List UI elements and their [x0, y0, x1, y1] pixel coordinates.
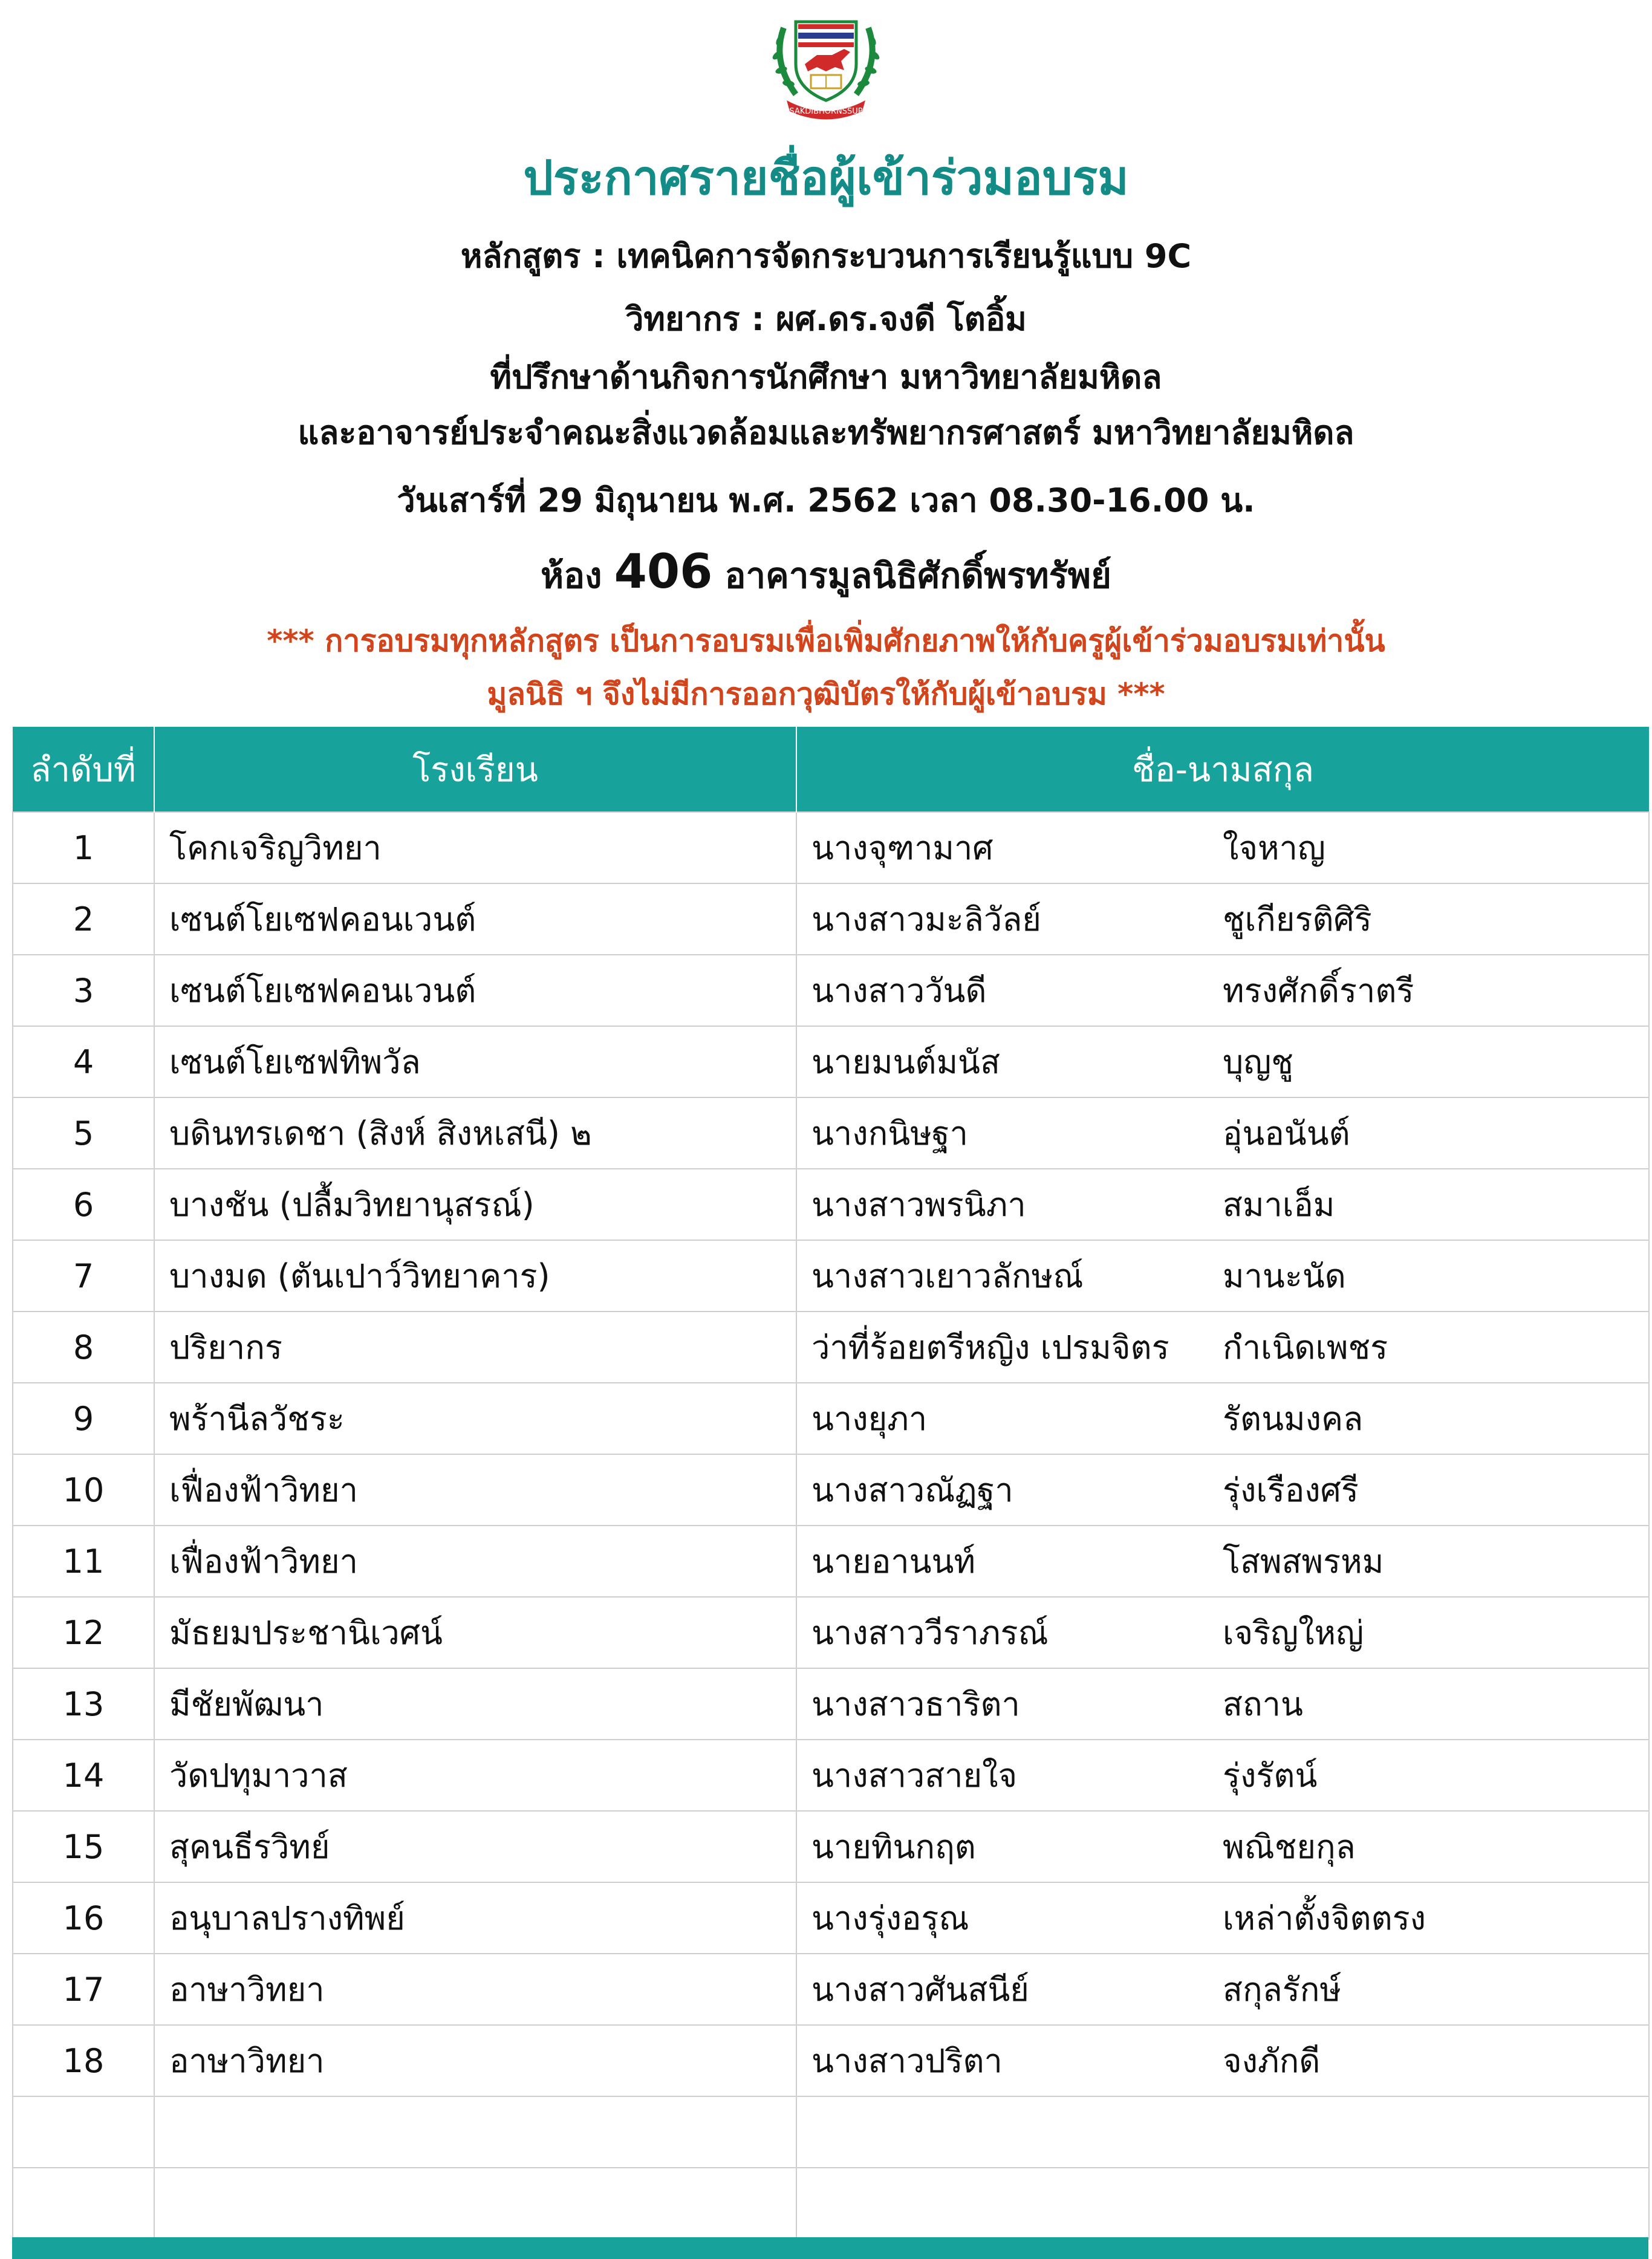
row-last-name: สถาน	[1223, 1685, 1303, 1723]
row-school: เซนต์โยเซฟคอนเวนต์	[154, 883, 796, 955]
emblem-ribbon-text: SAKDIBHORNSSUP	[789, 107, 863, 116]
row-last-name: บุญชู	[1223, 1043, 1293, 1081]
row-last-name: เหล่าตั้งจิตตรง	[1223, 1899, 1426, 1937]
page-title: ประกาศรายชื่อผู้เข้าร่วมอบรม	[523, 151, 1129, 206]
row-name	[796, 1954, 1649, 2025]
row-number: 17	[13, 1954, 154, 2025]
row-name	[796, 1097, 1649, 1169]
row-last-name: รัตนมงคล	[1223, 1400, 1364, 1438]
row-number: 10	[13, 1454, 154, 1526]
row-last-name: มานะนัด	[1223, 1257, 1346, 1295]
row-name	[796, 1383, 1649, 1454]
row-name	[796, 1240, 1649, 1312]
row-first-name: นางรุ่งอรุณ	[811, 1899, 969, 1937]
empty-cell	[13, 2096, 154, 2168]
table-row	[13, 1954, 1649, 2025]
row-name	[796, 1740, 1649, 1811]
attendee-table	[12, 727, 1650, 2240]
row-first-name: นางสาววันดี	[811, 972, 987, 1010]
row-first-name: นางยุภา	[811, 1400, 928, 1438]
row-name	[796, 1169, 1649, 1240]
row-first-name: นางกนิษฐา	[811, 1114, 968, 1152]
row-first-name: นางจุฑามาศ	[811, 829, 993, 867]
table-row	[13, 1740, 1649, 1811]
speaker-role-line-1: ที่ปรึกษาด้านกิจการนักศึกษา มหาวิทยาลัยมหิดล	[490, 358, 1162, 396]
row-school: วัดปทุมาวาส	[154, 1740, 796, 1811]
row-last-name: กำเนิดเพชร	[1223, 1328, 1388, 1367]
datetime-line: วันเสาร์ที่ 29 มิถุนายน พ.ศ. 2562 เวลา 08.30-16.00 น.	[397, 481, 1255, 519]
row-school: อาษาวิทยา	[154, 1954, 796, 2025]
row-school: บดินทรเดชา (สิงห์ สิงหเสนี) ๒	[154, 1097, 796, 1169]
row-number: 12	[13, 1597, 154, 1668]
row-school: เซนต์โยเซฟคอนเวนต์	[154, 955, 796, 1026]
row-name	[796, 1597, 1649, 1668]
row-first-name: นางสาวมะลิวัลย์	[811, 900, 1041, 938]
header-school: โรงเรียน	[154, 727, 796, 812]
row-number: 7	[13, 1240, 154, 1312]
table-row	[13, 1240, 1649, 1312]
table-row	[13, 1312, 1649, 1383]
empty-cell	[154, 2168, 796, 2239]
row-first-name: นางสาวสายใจ	[811, 1757, 1018, 1795]
row-school: ปริยากร	[154, 1312, 796, 1383]
row-number: 11	[13, 1526, 154, 1597]
row-school: เฟื่องฟ้าวิทยา	[154, 1526, 796, 1597]
table-row	[13, 955, 1649, 1026]
row-number: 4	[13, 1026, 154, 1097]
row-name	[796, 1026, 1649, 1097]
header-name: ชื่อ-นามสกุล	[796, 727, 1649, 812]
table-header-row	[13, 727, 1649, 812]
row-school: อนุบาลปรางทิพย์	[154, 1882, 796, 1954]
row-school: เซนต์โยเซฟทิพวัล	[154, 1026, 796, 1097]
table-row	[13, 2025, 1649, 2096]
row-first-name: นางสาววีราภรณ์	[811, 1614, 1049, 1652]
row-number: 9	[13, 1383, 154, 1454]
header-no: ลำดับที่	[13, 727, 154, 812]
row-school: พร้านีลวัชระ	[154, 1383, 796, 1454]
room-prefix: ห้อง	[541, 555, 602, 596]
row-first-name: นางสาวณัฏฐา	[811, 1471, 1013, 1509]
row-last-name: รุ่งรัตน์	[1223, 1757, 1318, 1795]
course-line: หลักสูตร : เทคนิคการจัดกระบวนการเรียนรู้แบบ 9C	[460, 237, 1192, 275]
empty-cell	[796, 2168, 1649, 2239]
row-number: 2	[13, 883, 154, 955]
row-school: บางมด (ตันเปาว์วิทยาคาร)	[154, 1240, 796, 1312]
table-row	[13, 1526, 1649, 1597]
empty-table-row	[13, 2168, 1649, 2239]
row-last-name: ใจหาญ	[1223, 829, 1325, 867]
row-last-name: อุ่นอนันต์	[1223, 1114, 1350, 1152]
row-number: 3	[13, 955, 154, 1026]
row-number: 5	[13, 1097, 154, 1169]
row-first-name: นางสาวพรนิภา	[811, 1186, 1026, 1224]
row-number: 15	[13, 1811, 154, 1882]
table-row	[13, 883, 1649, 955]
row-last-name: เจริญใหญ่	[1223, 1614, 1364, 1652]
table-row	[13, 1097, 1649, 1169]
row-first-name: นางสาวศันสนีย์	[811, 1971, 1029, 2009]
note-line-1: *** การอบรมทุกหลักสูตร เป็นการอบรมเพื่อเพิ่มศักยภาพให้กับครูผู้เข้าร่วมอบรมเท่านั้น	[267, 623, 1385, 658]
empty-cell	[13, 2168, 154, 2239]
table-row	[13, 1026, 1649, 1097]
row-name	[796, 812, 1649, 883]
table-row	[13, 1383, 1649, 1454]
row-first-name: นางสาวธาริตา	[811, 1685, 1020, 1723]
row-last-name: พณิชยกุล	[1223, 1828, 1356, 1866]
row-name	[796, 1312, 1649, 1383]
table-row	[13, 1597, 1649, 1668]
row-name	[796, 1526, 1649, 1597]
row-name	[796, 883, 1649, 955]
row-number: 16	[13, 1882, 154, 1954]
table-row	[13, 812, 1649, 883]
table-row	[13, 1882, 1649, 1954]
speaker-line: วิทยากร : ผศ.ดร.จงดี โตอิ้ม	[625, 300, 1027, 338]
row-last-name: สมาเอ็ม	[1223, 1186, 1335, 1224]
row-first-name: นายมนต์มนัส	[811, 1043, 1000, 1081]
row-school: บางชัน (ปลื้มวิทยานุสรณ์)	[154, 1169, 796, 1240]
empty-table-row	[13, 2096, 1649, 2168]
row-school: โคกเจริญวิทยา	[154, 812, 796, 883]
row-number: 18	[13, 2025, 154, 2096]
row-first-name: นายอานนท์	[811, 1542, 976, 1581]
row-first-name: นางสาวเยาวลักษณ์	[811, 1257, 1084, 1295]
speaker-role-line-2: และอาจารย์ประจำคณะสิ่งแวดล้อมและทรัพยากรศาสตร์ มหาวิทยาลัยมหิดล	[298, 414, 1354, 452]
row-school: อาษาวิทยา	[154, 2025, 796, 2096]
row-number: 6	[13, 1169, 154, 1240]
row-name	[796, 1668, 1649, 1740]
row-school: มัธยมประชานิเวศน์	[154, 1597, 796, 1668]
row-number: 13	[13, 1668, 154, 1740]
row-first-name: ว่าที่ร้อยตรีหญิง เปรมจิตร	[811, 1328, 1169, 1367]
school-emblem-logo	[759, 4, 893, 122]
table-row	[13, 1454, 1649, 1526]
row-number: 8	[13, 1312, 154, 1383]
row-last-name: รุ่งเรืองศรี	[1223, 1471, 1359, 1509]
row-last-name: สกุลรักษ์	[1223, 1971, 1342, 2009]
row-number: 14	[13, 1740, 154, 1811]
empty-cell	[796, 2096, 1649, 2168]
row-name	[796, 1454, 1649, 1526]
row-name	[796, 1882, 1649, 1954]
row-school: เฟื่องฟ้าวิทยา	[154, 1454, 796, 1526]
row-school: สุคนธีรวิทย์	[154, 1811, 796, 1882]
row-first-name: นางสาวปริตา	[811, 2042, 1003, 2080]
row-number: 1	[13, 812, 154, 883]
room-number: 406	[614, 545, 713, 599]
table-footer-bar	[12, 2237, 1648, 2259]
room-line	[0, 545, 1652, 600]
table-row	[13, 1169, 1649, 1240]
row-name	[796, 2025, 1649, 2096]
row-name	[796, 955, 1649, 1026]
table-row	[13, 1811, 1649, 1882]
table-row	[13, 1668, 1649, 1740]
note-line-2: มูลนิธิ ฯ จึงไม่มีการออกวุฒิบัตรให้กับผู้เข้าอบรม ***	[487, 677, 1165, 712]
room-suffix: อาคารมูลนิธิศักดิ์พรทรัพย์	[724, 555, 1111, 596]
row-last-name: โสพสพรหม	[1223, 1542, 1384, 1581]
row-school: มีชัยพัฒนา	[154, 1668, 796, 1740]
empty-cell	[154, 2096, 796, 2168]
row-last-name: จงภักดี	[1223, 2042, 1321, 2080]
row-name	[796, 1811, 1649, 1882]
row-last-name: ทรงศักดิ์ราตรี	[1223, 972, 1414, 1010]
row-last-name: ชูเกียรติศิริ	[1223, 900, 1372, 938]
row-first-name: นายทินกฤต	[811, 1828, 976, 1866]
